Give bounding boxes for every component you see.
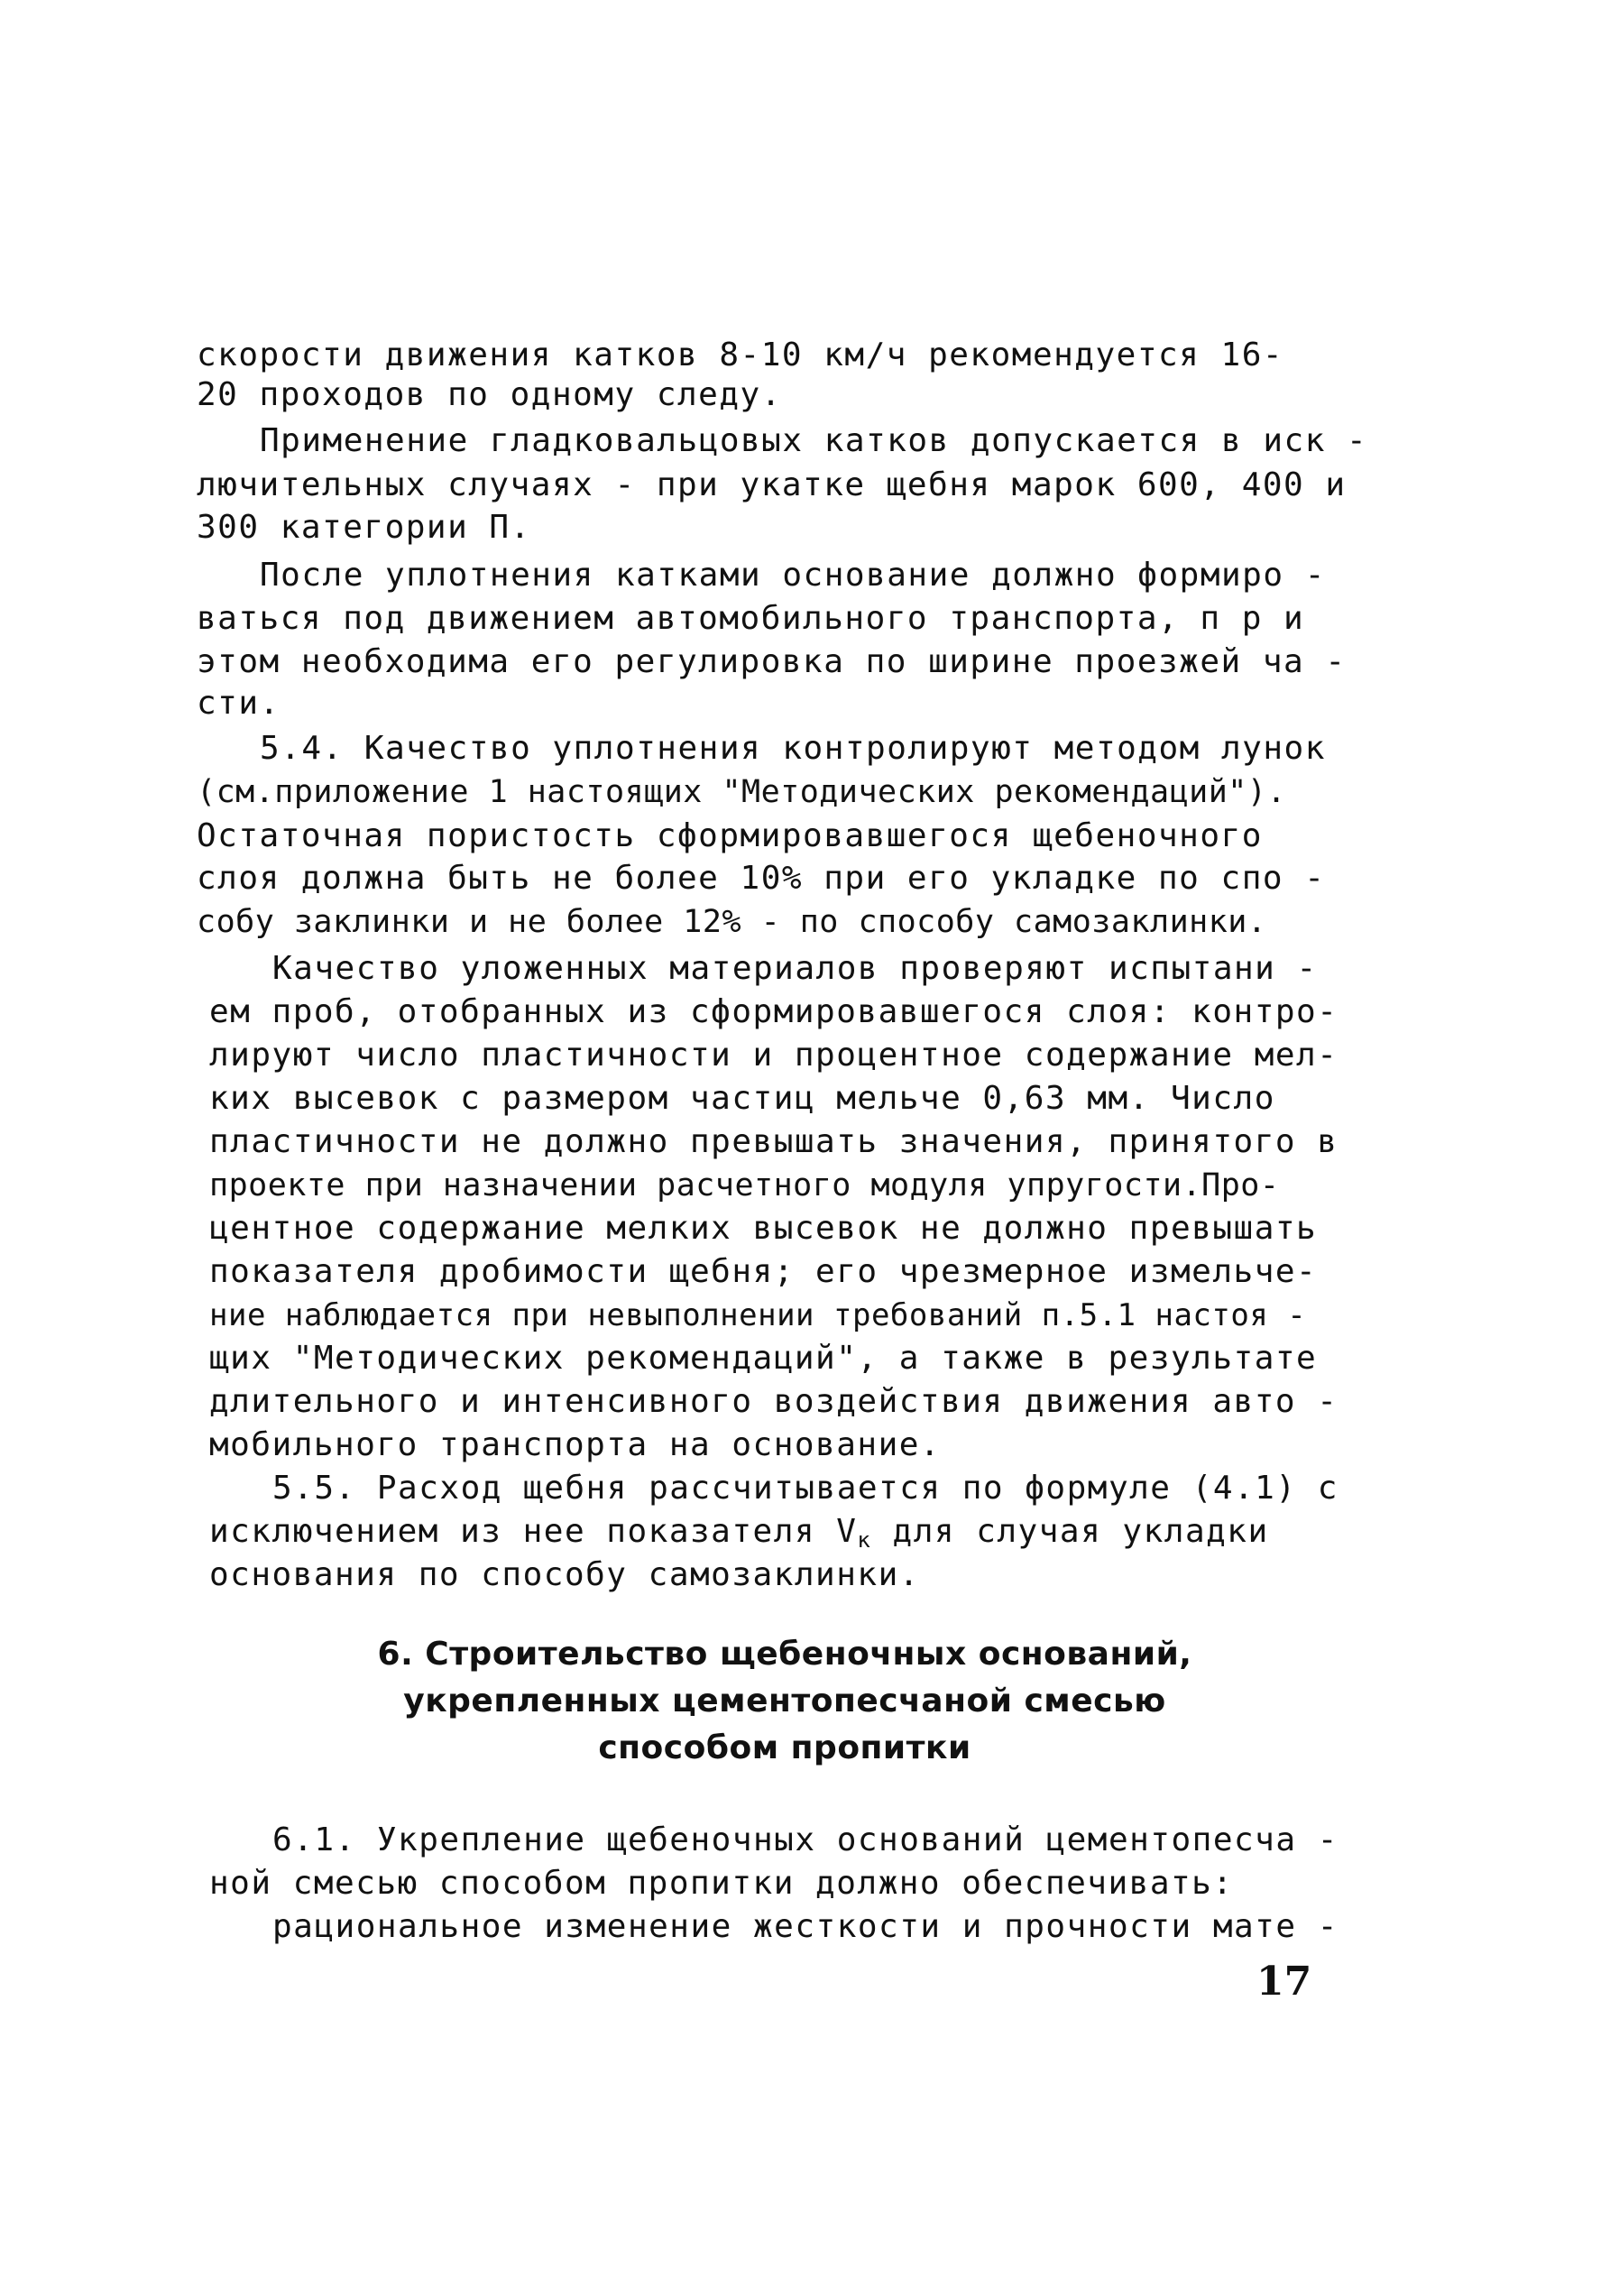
- section-heading-line: 6. Строительство щебеночных оснований,: [377, 1636, 1192, 1673]
- text-fragment: для случая укладки: [871, 1513, 1269, 1550]
- text-line: скорости движения катков 8-10 км/ч рекомендуется 16-: [197, 337, 1284, 373]
- section-heading-line: укрепленных цементопесчаной смесью: [403, 1683, 1166, 1720]
- text-line: мобильного транспорта на основание.: [209, 1426, 942, 1463]
- text-line: центное содержание мелких высевок не должно превышать: [209, 1210, 1318, 1247]
- subscript-k: к: [857, 1527, 872, 1553]
- text-line: лючительных случаях - при укатке щебня марок 600, 400 и: [197, 466, 1347, 503]
- text-line: этом необходима его регулировка по ширине проезжей ча -: [197, 643, 1347, 680]
- text-line: 5.4. Качество уплотнения контролируют методом лунок: [260, 730, 1326, 767]
- text-line: длительного и интенсивного воздействия движения авто -: [209, 1383, 1339, 1420]
- text-line: проекте при назначении расчетного модуля упругости.Про-: [209, 1167, 1280, 1203]
- page-number: 17: [1256, 1959, 1312, 2005]
- text-line: рациональное изменение жесткости и прочности мате -: [272, 1908, 1339, 1945]
- text-line: Качество уложенных материалов проверяют испытани -: [272, 950, 1318, 987]
- text-line: ние наблюдается при невыполнении требований п.5.1 настоя -: [209, 1297, 1307, 1333]
- text-line: щих "Методических рекомендаций", а также в результате: [209, 1340, 1318, 1377]
- text-line: 5.5. Расход щебня рассчитывается по формуле (4.1) с: [272, 1470, 1339, 1507]
- text-line: Применение гладковальцовых катков допускается в иск -: [260, 422, 1368, 459]
- text-line: 300 категории П.: [197, 509, 531, 546]
- text-line: слоя должна быть не более 10% при его укладке по спо -: [197, 860, 1326, 897]
- text-line: 6.1. Укрепление щебеночных оснований цементопесча -: [272, 1821, 1339, 1858]
- text-line: (см.приложение 1 настоящих "Методических рекомендаций").: [197, 774, 1287, 810]
- text-line: ем проб, отобранных из сформировавшегося слоя: контро-: [209, 993, 1339, 1030]
- text-line: После уплотнения катками основание должно формиро -: [260, 557, 1326, 594]
- text-line: Остаточная пористость сформировавшегося щебеночного: [197, 817, 1263, 854]
- text-line: ких высевок с размером частиц мельче 0,63 мм. Число: [209, 1080, 1275, 1117]
- text-fragment: исключением из нее показателя V: [209, 1513, 858, 1550]
- text-line: сти.: [197, 685, 281, 722]
- text-line: собу заклинки и не более 12% - по способу самозаклинки.: [197, 904, 1267, 940]
- section-heading-line: способом пропитки: [598, 1729, 971, 1766]
- text-line: пластичности не должно превышать значения, принятого в: [209, 1123, 1339, 1160]
- text-line: показателя дробимости щебня; его чрезмерное измельче-: [209, 1253, 1318, 1290]
- text-line: ной смесью способом пропитки должно обеспечивать:: [209, 1865, 1234, 1902]
- text-line: ваться под движением автомобильного транспорта, п р и: [197, 600, 1305, 637]
- text-line: 20 проходов по одному следу.: [197, 376, 782, 413]
- text-line: лируют число пластичности и процентное содержание мел-: [209, 1037, 1339, 1074]
- text-line: [209, 1512, 1269, 1560]
- text-line: основания по способу самозаклинки.: [209, 1556, 920, 1593]
